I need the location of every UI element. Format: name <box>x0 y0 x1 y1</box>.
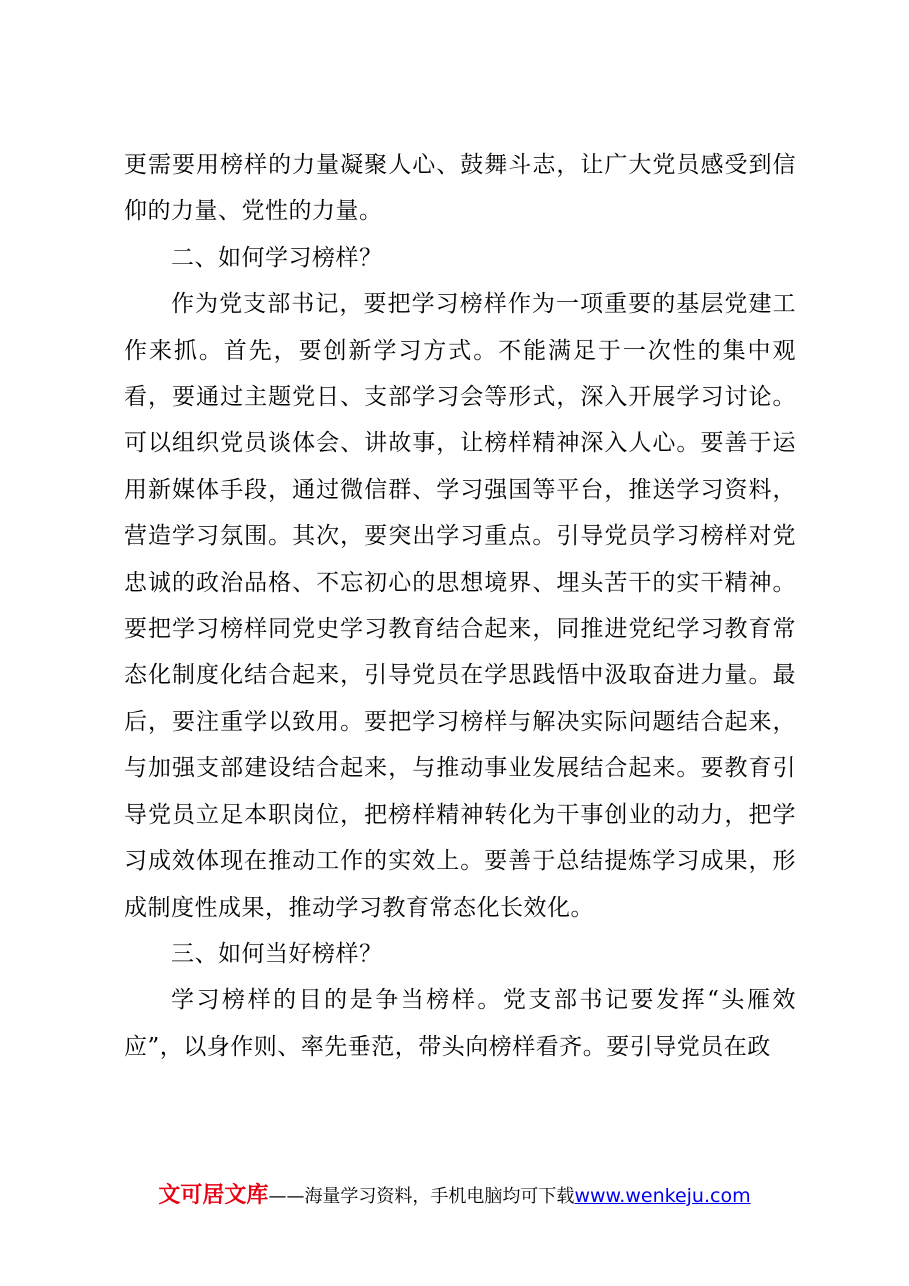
section-heading-2: 二、如何学习榜样？ <box>171 244 383 271</box>
paragraph-continued: 更需要用榜样的力量凝聚人心、鼓舞斗志，让广大党员感受到信仰的力量、党性的力量。 <box>124 152 796 225</box>
footer-brand: 文可居文库 <box>158 1183 269 1208</box>
paragraph-how-to-learn: 作为党支部书记，要把学习榜样作为一项重要的基层党建工作来抓。首先，要创新学习方式。不能满足于一次性的集中观看，要通过主题党日、支部学习会等形式，深入开展学习讨论。可以组织党员谈体会、讲故事，让榜样精神深入人心。要善于运用新媒体手段，通过微信群、学习强国等平台，推送学习资料，营造学习氛围。其次，要突出学习重点。引导党员学习榜样对党忠诚的政治品格、不忘初心的思想境界、埋头苦干的实干精神。要把学习榜样同党史学习教育结合起来，同推进党纪学习教育常态化制度化结合起来，引导党员在学思践悟中汲取奋进力量。最后，要注重学以致用。要把学习榜样与解决实际问题结合起来，与加强支部建设结合起来，与推动事业发展结合起来。要教育引导党员立足本职岗位，把榜样精神转化为干事创业的动力，把学习成效体现在推动工作的实效上。要善于总结提炼学习成果，形成制度性成果，推动学习教育常态化长效化。 <box>124 291 796 921</box>
paragraph-how-to-be-model: 学习榜样的目的是争当榜样。党支部书记要发挥“头雁效应”，以身作则、率先垂范，带头向榜样看齐。要引导党员在政 <box>124 987 796 1060</box>
document-body <box>124 142 796 1070</box>
page-footer <box>0 1182 909 1211</box>
section-heading-3: 三、如何当好榜样？ <box>171 940 383 967</box>
footer-site-link[interactable]: www.wenkeju.com <box>574 1185 751 1207</box>
footer-slogan: ——海量学习资料，手机电脑均可下载 <box>268 1186 575 1207</box>
